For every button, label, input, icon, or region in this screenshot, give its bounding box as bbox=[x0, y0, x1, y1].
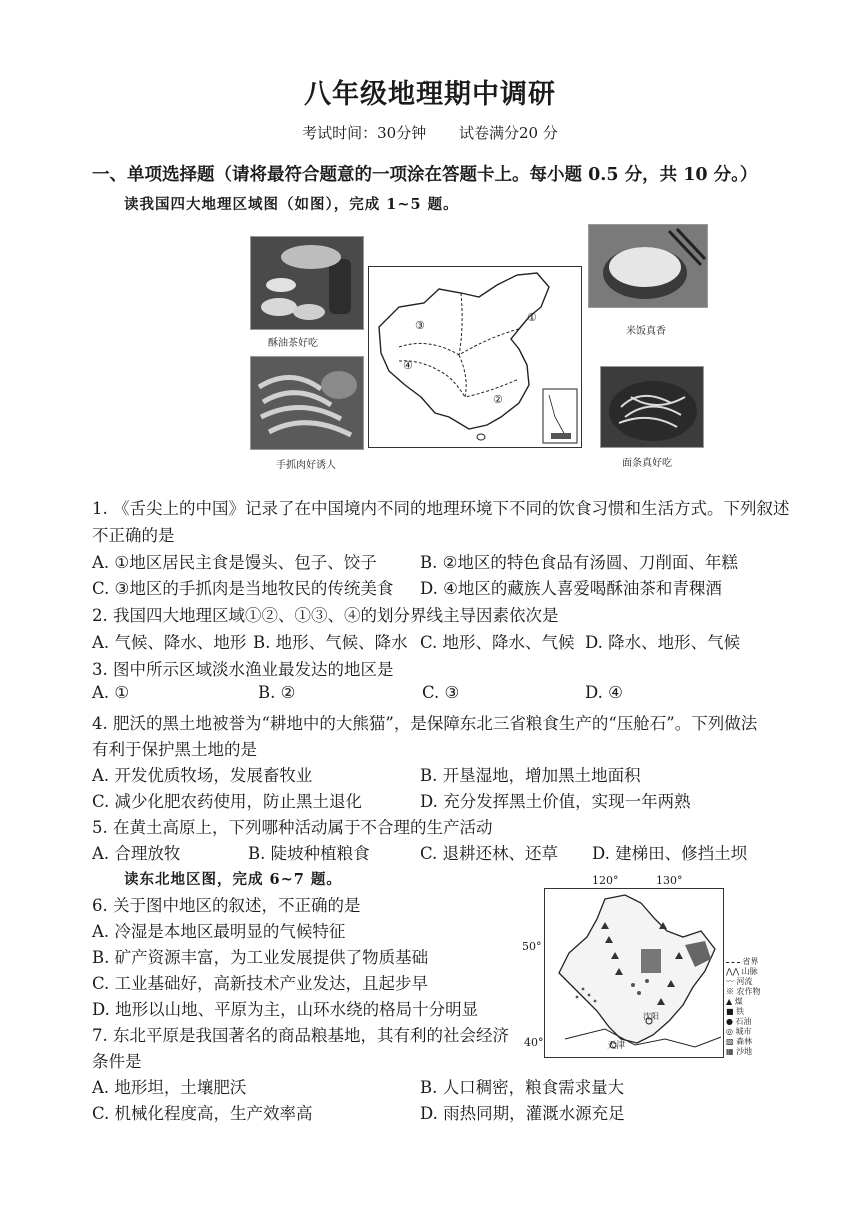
caption-hand-meat: 手抓肉好诱人 bbox=[276, 460, 336, 471]
northeast-outline bbox=[545, 889, 723, 1057]
china-outline bbox=[369, 267, 581, 447]
question-4-option-c: C. 减少化肥农药使用，防止黑土退化 bbox=[92, 792, 363, 811]
figure-northeast-map bbox=[516, 872, 772, 1064]
legend-crop: ※ 农作物 bbox=[726, 987, 761, 996]
figure-four-regions bbox=[250, 236, 710, 471]
question-4-option-b: B. 开垦湿地，增加黑土地面积 bbox=[420, 766, 641, 785]
photo-hand-meat bbox=[250, 356, 364, 450]
legend-sand: ▦ 沙地 bbox=[726, 1047, 753, 1056]
question-1-option-a: A. ①地区居民主食是馒头、包子、饺子 bbox=[92, 553, 377, 572]
exam-info bbox=[0, 122, 860, 143]
question-2-option-a: A. 气候、降水、地形 bbox=[92, 633, 247, 652]
question-3-option-c: C. ③ bbox=[422, 683, 460, 702]
question-1-option-c: C. ③地区的手抓肉是当地牧民的传统美食 bbox=[92, 579, 394, 598]
instruction-q6-7: 读东北地区图，完成 6~7 题。 bbox=[124, 871, 342, 888]
question-2-option-c: C. 地形、降水、气候 bbox=[420, 633, 575, 652]
question-3-option-a: A. ① bbox=[92, 683, 130, 702]
question-7-option-a: A. 地形坦，土壤肥沃 bbox=[92, 1078, 247, 1097]
photo-butter-tea bbox=[250, 236, 364, 330]
question-5-option-a: A. 合理放牧 bbox=[92, 844, 181, 863]
question-1-stem-line2: 不正确的是 bbox=[92, 526, 175, 545]
question-2-stem: 2. 我国四大地理区域①②、①③、④的划分界线主导因素依次是 bbox=[92, 606, 559, 625]
question-6-option-d: D. 地形以山地、平原为主，山环水绕的格局十分明显 bbox=[92, 1000, 479, 1019]
legend-province-border: 省界 bbox=[726, 956, 759, 967]
caption-rice: 米饭真香 bbox=[626, 326, 666, 337]
legend-iron: ■ 铁 bbox=[726, 1007, 745, 1016]
legend-city: ◎ 城市 bbox=[726, 1027, 752, 1036]
question-4-option-d: D. 充分发挥黑土价值，实现一年两熟 bbox=[420, 792, 691, 811]
city-label-shenyang: 沈阳 bbox=[643, 1012, 659, 1021]
rice-image bbox=[589, 225, 707, 307]
question-6-option-b: B. 矿产资源丰富，为工业发展提供了物质基础 bbox=[92, 948, 429, 967]
exam-score: 试卷满分20 分 bbox=[459, 124, 558, 142]
city-label-tianjin: 天津 bbox=[607, 1041, 626, 1051]
region-label-3: ③ bbox=[415, 319, 425, 332]
region-label-2: ② bbox=[493, 393, 503, 406]
caption-noodles: 面条真好吃 bbox=[622, 458, 672, 469]
question-1-stem-line1: 1. 《舌尖上的中国》记录了在中国境内不同的地理环境下不同的饮食习惯和生活方式。下列叙述 bbox=[92, 499, 790, 518]
photo-noodles bbox=[600, 366, 704, 448]
lat-label-50: 50° bbox=[522, 940, 542, 953]
question-6-option-a: A. 冷湿是本地区最明显的气候特征 bbox=[92, 922, 346, 941]
exam-time: 考试时间：30分钟 bbox=[302, 124, 427, 142]
question-3-option-b: B. ② bbox=[258, 683, 296, 702]
question-4-option-a: A. 开发优质牧场，发展畜牧业 bbox=[92, 766, 313, 785]
noodles-image bbox=[601, 367, 703, 447]
question-5-stem: 5. 在黄土高原上，下列哪种活动属于不合理的生产活动 bbox=[92, 818, 493, 837]
question-1-option-b: B. ②地区的特色食品有汤圆、刀削面、年糕 bbox=[420, 553, 738, 572]
legend-forest: ▨ 森林 bbox=[726, 1037, 753, 1046]
lon-label-120: 120° bbox=[592, 874, 619, 887]
region-label-4: ④ bbox=[403, 359, 413, 372]
photo-rice bbox=[588, 224, 708, 308]
section-heading: 一、单项选择题（请将最符合题意的一项涂在答题卡上。每小题 0.5 分，共 10 分。） bbox=[92, 165, 758, 185]
question-7-option-b: B. 人口稠密，粮食需求量大 bbox=[420, 1078, 625, 1097]
question-2-option-b: B. 地形、气候、降水 bbox=[253, 633, 408, 652]
caption-butter-tea: 酥油茶好吃 bbox=[268, 338, 318, 349]
question-7-stem-line1: 7. 东北平原是我国著名的商品粮基地，其有利的社会经济 bbox=[92, 1026, 509, 1045]
legend-coal: ▲ 煤 bbox=[726, 997, 743, 1006]
region-label-1: ① bbox=[527, 311, 537, 324]
hand-meat-image bbox=[251, 357, 363, 449]
china-region-map bbox=[368, 266, 582, 448]
legend-river: 〰 河流 bbox=[726, 977, 753, 986]
question-7-stem-line2: 条件是 bbox=[92, 1052, 142, 1071]
question-6-stem: 6. 关于图中地区的叙述，不正确的是 bbox=[92, 896, 361, 915]
legend-mountain: ⋀⋀ 山脉 bbox=[726, 967, 758, 976]
lat-label-40: 40° bbox=[524, 1036, 544, 1049]
instruction-q1-5: 读我国四大地理区域图（如图），完成 1~5 题。 bbox=[124, 196, 459, 213]
question-3-stem: 3. 图中所示区域淡水渔业最发达的地区是 bbox=[92, 660, 394, 679]
question-6-option-c: C. 工业基础好，高新技术产业发达，且起步早 bbox=[92, 974, 429, 993]
question-5-option-d: D. 建梯田、修挡土坝 bbox=[592, 844, 748, 863]
northeast-map-frame bbox=[544, 888, 724, 1058]
question-3-option-d: D. ④ bbox=[585, 683, 623, 702]
exam-title: 八年级地理期中调研 bbox=[304, 79, 556, 110]
question-5-option-c: C. 退耕还林、还草 bbox=[420, 844, 559, 863]
lon-label-130: 130° bbox=[656, 874, 683, 887]
question-4-stem-line2: 有利于保护黑土地的是 bbox=[92, 740, 257, 759]
question-1-option-d: D. ④地区的藏族人喜爱喝酥油茶和青稞酒 bbox=[420, 579, 722, 598]
legend-oil: ● 石油 bbox=[726, 1017, 752, 1026]
question-7-option-d: D. 雨热同期，灌溉水源充足 bbox=[420, 1104, 625, 1123]
question-2-option-d: D. 降水、地形、气候 bbox=[585, 633, 741, 652]
question-7-option-c: C. 机械化程度高，生产效率高 bbox=[92, 1104, 313, 1123]
map-legend bbox=[726, 956, 772, 1056]
question-5-option-b: B. 陡坡种植粮食 bbox=[248, 844, 370, 863]
question-4-stem-line1: 4. 肥沃的黑土地被誉为“耕地中的大熊猫”，是保障东北三省粮食生产的“压舱石”。下列做法 bbox=[92, 714, 758, 733]
butter-tea-image bbox=[251, 237, 363, 329]
